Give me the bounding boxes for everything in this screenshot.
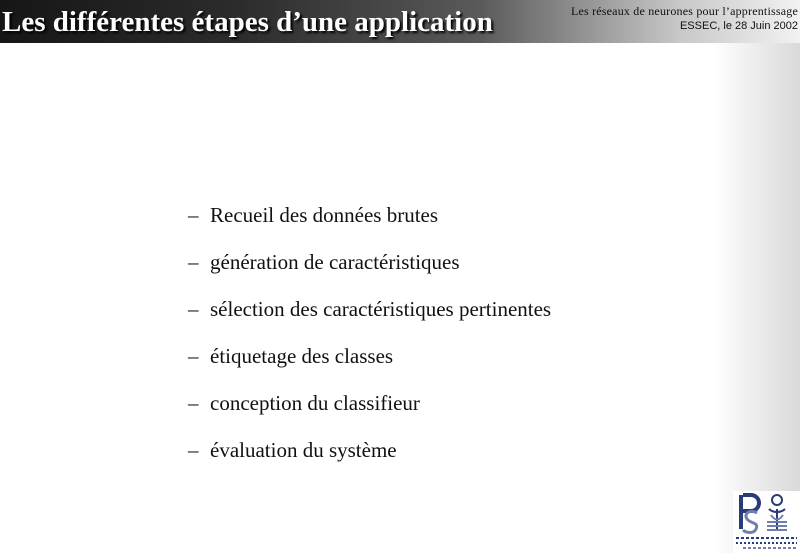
bullet-dash: – (188, 203, 199, 227)
header-course-title: Les réseaux de neurones pour l’apprentissage (570, 4, 798, 18)
logo-mark-icon (733, 491, 800, 553)
bullet-text: évaluation du système (210, 438, 397, 462)
header-bar (0, 0, 800, 43)
bullet-dash: – (188, 297, 199, 321)
bullet-item (188, 342, 551, 389)
bullet-text: étiquetage des classes (210, 344, 394, 368)
bullet-text: conception du classifieur (210, 391, 420, 415)
slide-title: Les différentes étapes d’une application (2, 6, 493, 38)
bullet-dash: – (188, 391, 199, 415)
bullet-item (188, 201, 551, 248)
bullet-item (188, 389, 551, 436)
bullet-item (188, 436, 551, 483)
bullet-text: sélection des caractéristiques pertinentes (210, 297, 552, 321)
bullet-text: génération de caractéristiques (210, 250, 460, 274)
bullet-item (188, 248, 551, 295)
bullet-item (188, 295, 551, 342)
bullet-dash: – (188, 344, 199, 368)
bullet-dash: – (188, 438, 199, 462)
bullet-list (188, 201, 551, 483)
bullet-text: Recueil des données brutes (210, 203, 439, 227)
side-gradient-strip (713, 43, 800, 553)
psi-laboratory-logo (733, 491, 800, 553)
header-venue-date: ESSEC, le 28 Juin 2002 (679, 20, 798, 32)
bullet-dash: – (188, 250, 199, 274)
header-meta (571, 4, 798, 33)
